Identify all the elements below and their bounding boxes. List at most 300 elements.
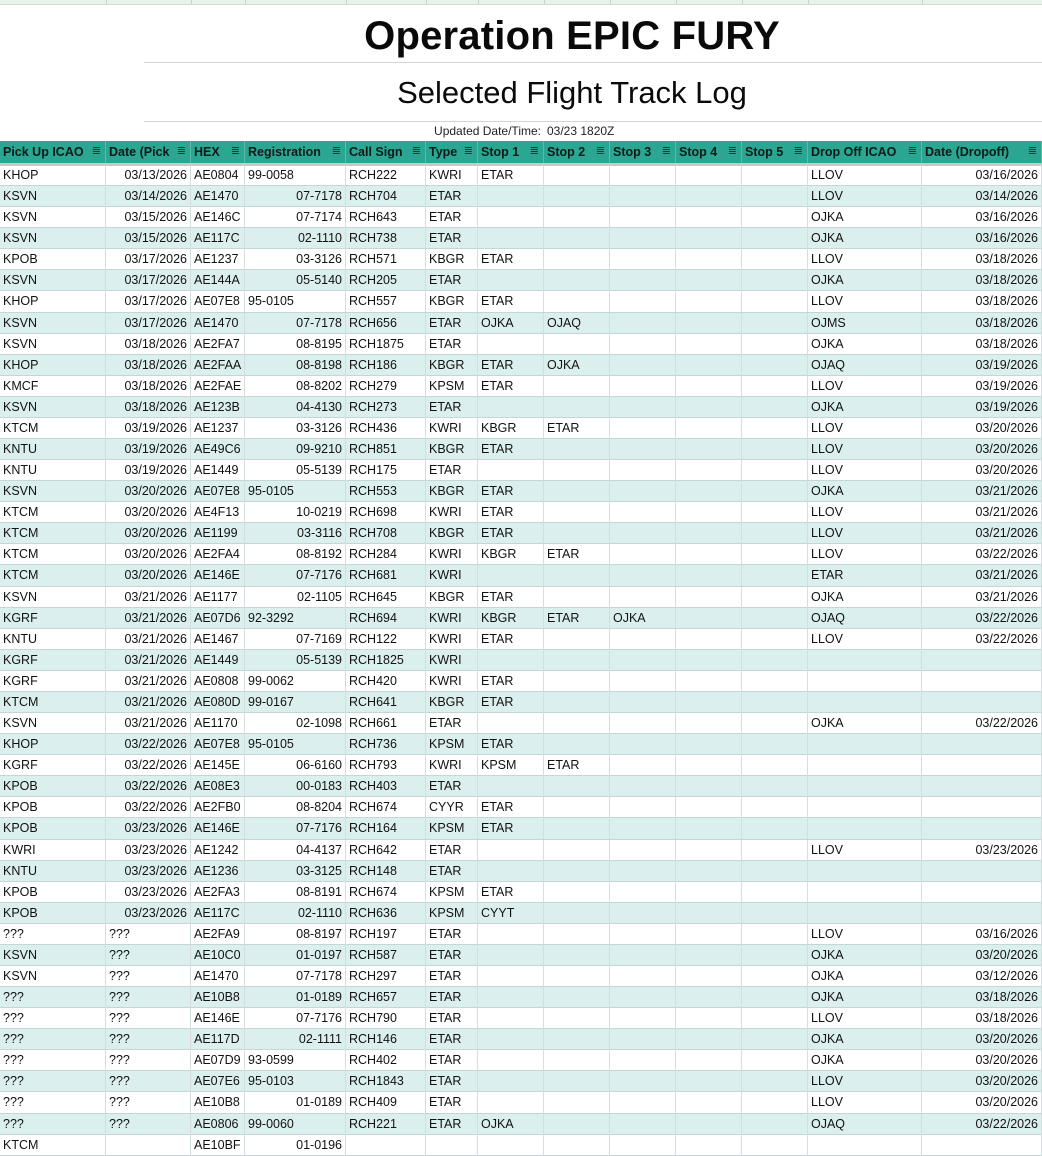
cell-pickup[interactable]: KGRF xyxy=(0,671,106,692)
cell-stop5[interactable] xyxy=(742,945,808,966)
cell-stop2[interactable] xyxy=(544,481,610,502)
cell-pickup[interactable]: KPOB xyxy=(0,882,106,903)
cell-date_drop[interactable]: 03/18/2026 xyxy=(922,1008,1042,1029)
cell-stop1[interactable]: CYYT xyxy=(478,903,544,924)
cell-stop5[interactable] xyxy=(742,903,808,924)
cell-stop5[interactable] xyxy=(742,734,808,755)
cell-reg[interactable]: 08-8204 xyxy=(245,797,346,818)
cell-stop3[interactable] xyxy=(610,818,676,839)
cell-pickup[interactable]: ??? xyxy=(0,1114,106,1135)
cell-dropoff[interactable]: OJKA xyxy=(808,945,922,966)
cell-stop4[interactable] xyxy=(676,818,742,839)
cell-pickup[interactable]: ??? xyxy=(0,1071,106,1092)
cell-date_drop[interactable]: 03/19/2026 xyxy=(922,376,1042,397)
cell-dropoff[interactable]: LLOV xyxy=(808,1071,922,1092)
cell-stop3[interactable] xyxy=(610,313,676,334)
cell-stop1[interactable] xyxy=(478,565,544,586)
cell-stop2[interactable] xyxy=(544,270,610,291)
column-header-pickup[interactable] xyxy=(0,141,106,163)
cell-stop3[interactable] xyxy=(610,355,676,376)
cell-date_drop[interactable]: 03/18/2026 xyxy=(922,987,1042,1008)
cell-hex[interactable]: AE2FA3 xyxy=(191,882,245,903)
cell-stop5[interactable] xyxy=(742,249,808,270)
cell-date_drop[interactable]: 03/20/2026 xyxy=(922,1092,1042,1113)
cell-stop3[interactable] xyxy=(610,249,676,270)
cell-pickup[interactable]: KPOB xyxy=(0,818,106,839)
cell-reg[interactable]: 03-3125 xyxy=(245,861,346,882)
cell-stop1[interactable]: ETAR xyxy=(478,797,544,818)
cell-date_pick[interactable]: ??? xyxy=(106,1008,191,1029)
cell-date_drop[interactable]: 03/14/2026 xyxy=(922,186,1042,207)
cell-stop4[interactable] xyxy=(676,313,742,334)
cell-stop3[interactable] xyxy=(610,228,676,249)
cell-date_drop[interactable]: 03/18/2026 xyxy=(922,249,1042,270)
column-header-hex[interactable] xyxy=(191,141,245,163)
cell-stop3[interactable] xyxy=(610,966,676,987)
cell-hex[interactable]: AE117C xyxy=(191,228,245,249)
filter-icon[interactable]: ≣ xyxy=(595,145,605,157)
cell-reg[interactable]: 92-3292 xyxy=(245,608,346,629)
cell-type[interactable]: KWRI xyxy=(426,165,478,186)
cell-stop4[interactable] xyxy=(676,608,742,629)
cell-date_pick[interactable]: 03/23/2026 xyxy=(106,861,191,882)
cell-dropoff[interactable] xyxy=(808,797,922,818)
cell-pickup[interactable]: KHOP xyxy=(0,291,106,312)
cell-stop2[interactable] xyxy=(544,713,610,734)
cell-stop5[interactable] xyxy=(742,797,808,818)
cell-stop5[interactable] xyxy=(742,671,808,692)
cell-callsign[interactable]: RCH205 xyxy=(346,270,426,291)
cell-type[interactable]: KWRI xyxy=(426,608,478,629)
cell-pickup[interactable]: ??? xyxy=(0,1050,106,1071)
cell-date_pick[interactable]: 03/23/2026 xyxy=(106,840,191,861)
cell-date_pick[interactable]: 03/20/2026 xyxy=(106,481,191,502)
cell-reg[interactable]: 02-1110 xyxy=(245,903,346,924)
cell-stop3[interactable] xyxy=(610,270,676,291)
column-header-date_drop[interactable] xyxy=(922,141,1042,163)
cell-date_pick[interactable]: 03/18/2026 xyxy=(106,376,191,397)
cell-callsign[interactable]: RCH641 xyxy=(346,692,426,713)
cell-stop2[interactable] xyxy=(544,966,610,987)
cell-reg[interactable]: 05-5140 xyxy=(245,270,346,291)
cell-callsign[interactable]: RCH708 xyxy=(346,523,426,544)
cell-pickup[interactable]: KPOB xyxy=(0,776,106,797)
cell-callsign[interactable]: RCH402 xyxy=(346,1050,426,1071)
cell-pickup[interactable]: KSVN xyxy=(0,228,106,249)
cell-dropoff[interactable]: OJKA xyxy=(808,270,922,291)
cell-stop4[interactable] xyxy=(676,270,742,291)
cell-pickup[interactable]: KSVN xyxy=(0,270,106,291)
cell-type[interactable]: ETAR xyxy=(426,313,478,334)
cell-stop1[interactable]: ETAR xyxy=(478,818,544,839)
cell-pickup[interactable]: KGRF xyxy=(0,608,106,629)
cell-pickup[interactable]: ??? xyxy=(0,1092,106,1113)
column-header-type[interactable] xyxy=(426,141,478,163)
cell-dropoff[interactable]: OJKA xyxy=(808,207,922,228)
cell-stop3[interactable] xyxy=(610,671,676,692)
cell-stop2[interactable] xyxy=(544,861,610,882)
cell-date_drop[interactable]: 03/23/2026 xyxy=(922,840,1042,861)
cell-date_drop[interactable]: 03/16/2026 xyxy=(922,165,1042,186)
filter-icon[interactable]: ≣ xyxy=(529,145,539,157)
cell-hex[interactable]: AE1170 xyxy=(191,713,245,734)
cell-stop2[interactable] xyxy=(544,249,610,270)
cell-type[interactable]: ETAR xyxy=(426,966,478,987)
cell-date_pick[interactable]: 03/20/2026 xyxy=(106,544,191,565)
cell-date_drop[interactable] xyxy=(922,797,1042,818)
cell-hex[interactable]: AE2FA9 xyxy=(191,924,245,945)
cell-stop2[interactable]: ETAR xyxy=(544,418,610,439)
cell-stop4[interactable] xyxy=(676,207,742,228)
cell-hex[interactable]: AE146C xyxy=(191,207,245,228)
cell-dropoff[interactable]: LLOV xyxy=(808,544,922,565)
cell-stop5[interactable] xyxy=(742,228,808,249)
cell-date_drop[interactable]: 03/18/2026 xyxy=(922,313,1042,334)
cell-pickup[interactable]: ??? xyxy=(0,1008,106,1029)
cell-reg[interactable]: 99-0060 xyxy=(245,1114,346,1135)
cell-stop5[interactable] xyxy=(742,840,808,861)
cell-type[interactable]: KPSM xyxy=(426,903,478,924)
cell-date_pick[interactable]: ??? xyxy=(106,1071,191,1092)
cell-stop2[interactable] xyxy=(544,671,610,692)
cell-dropoff[interactable]: OJKA xyxy=(808,966,922,987)
cell-pickup[interactable]: KSVN xyxy=(0,587,106,608)
cell-stop1[interactable] xyxy=(478,1135,544,1156)
cell-callsign[interactable]: RCH273 xyxy=(346,397,426,418)
cell-type[interactable]: ETAR xyxy=(426,1114,478,1135)
cell-pickup[interactable]: KPOB xyxy=(0,249,106,270)
cell-stop4[interactable] xyxy=(676,987,742,1008)
cell-type[interactable]: KBGR xyxy=(426,587,478,608)
filter-icon[interactable]: ≣ xyxy=(907,145,917,157)
cell-stop3[interactable] xyxy=(610,924,676,945)
cell-stop3[interactable] xyxy=(610,523,676,544)
cell-type[interactable]: KBGR xyxy=(426,692,478,713)
cell-type[interactable]: ETAR xyxy=(426,861,478,882)
cell-dropoff[interactable] xyxy=(808,903,922,924)
cell-dropoff[interactable] xyxy=(808,818,922,839)
cell-stop5[interactable] xyxy=(742,186,808,207)
cell-dropoff[interactable] xyxy=(808,734,922,755)
cell-hex[interactable]: AE1470 xyxy=(191,966,245,987)
cell-stop3[interactable] xyxy=(610,903,676,924)
cell-stop4[interactable] xyxy=(676,840,742,861)
cell-dropoff[interactable]: LLOV xyxy=(808,291,922,312)
cell-callsign[interactable]: RCH1875 xyxy=(346,334,426,355)
cell-date_pick[interactable]: ??? xyxy=(106,1029,191,1050)
cell-stop3[interactable] xyxy=(610,207,676,228)
filter-icon[interactable]: ≣ xyxy=(331,145,341,157)
cell-dropoff[interactable]: OJAQ xyxy=(808,355,922,376)
cell-reg[interactable]: 95-0105 xyxy=(245,291,346,312)
cell-date_drop[interactable]: 03/18/2026 xyxy=(922,270,1042,291)
cell-stop3[interactable] xyxy=(610,945,676,966)
cell-dropoff[interactable]: LLOV xyxy=(808,460,922,481)
cell-pickup[interactable]: KSVN xyxy=(0,186,106,207)
cell-hex[interactable]: AE10B8 xyxy=(191,987,245,1008)
cell-stop2[interactable] xyxy=(544,945,610,966)
cell-date_drop[interactable] xyxy=(922,734,1042,755)
cell-hex[interactable]: AE1237 xyxy=(191,418,245,439)
cell-hex[interactable]: AE07D6 xyxy=(191,608,245,629)
cell-stop5[interactable] xyxy=(742,439,808,460)
filter-icon[interactable]: ≣ xyxy=(176,145,186,157)
cell-dropoff[interactable]: LLOV xyxy=(808,165,922,186)
cell-stop3[interactable] xyxy=(610,629,676,650)
cell-callsign[interactable]: RCH645 xyxy=(346,587,426,608)
cell-callsign[interactable]: RCH420 xyxy=(346,671,426,692)
cell-stop1[interactable] xyxy=(478,186,544,207)
cell-dropoff[interactable] xyxy=(808,1135,922,1156)
cell-date_drop[interactable]: 03/22/2026 xyxy=(922,713,1042,734)
cell-dropoff[interactable]: LLOV xyxy=(808,439,922,460)
cell-stop1[interactable]: KBGR xyxy=(478,418,544,439)
cell-callsign[interactable]: RCH790 xyxy=(346,1008,426,1029)
cell-reg[interactable]: 02-1111 xyxy=(245,1029,346,1050)
cell-stop2[interactable] xyxy=(544,1114,610,1135)
cell-hex[interactable]: AE145E xyxy=(191,755,245,776)
cell-dropoff[interactable]: OJKA xyxy=(808,1050,922,1071)
cell-reg[interactable]: 95-0103 xyxy=(245,1071,346,1092)
cell-stop4[interactable] xyxy=(676,481,742,502)
cell-reg[interactable]: 03-3126 xyxy=(245,418,346,439)
cell-stop3[interactable]: OJKA xyxy=(610,608,676,629)
cell-callsign[interactable]: RCH674 xyxy=(346,797,426,818)
cell-stop5[interactable] xyxy=(742,987,808,1008)
cell-date_pick[interactable]: 03/20/2026 xyxy=(106,502,191,523)
cell-pickup[interactable]: KGRF xyxy=(0,650,106,671)
cell-reg[interactable]: 05-5139 xyxy=(245,650,346,671)
cell-stop1[interactable] xyxy=(478,713,544,734)
cell-type[interactable]: KWRI xyxy=(426,565,478,586)
cell-dropoff[interactable]: OJKA xyxy=(808,334,922,355)
cell-stop3[interactable] xyxy=(610,1050,676,1071)
cell-stop3[interactable] xyxy=(610,186,676,207)
cell-date_pick[interactable]: ??? xyxy=(106,966,191,987)
cell-stop3[interactable] xyxy=(610,840,676,861)
cell-date_drop[interactable]: 03/21/2026 xyxy=(922,481,1042,502)
filter-icon[interactable]: ≣ xyxy=(91,145,101,157)
cell-type[interactable]: ETAR xyxy=(426,207,478,228)
cell-pickup[interactable]: KHOP xyxy=(0,355,106,376)
cell-date_drop[interactable]: 03/19/2026 xyxy=(922,355,1042,376)
cell-callsign[interactable]: RCH122 xyxy=(346,629,426,650)
cell-hex[interactable]: AE1237 xyxy=(191,249,245,270)
cell-stop4[interactable] xyxy=(676,1050,742,1071)
cell-stop2[interactable] xyxy=(544,439,610,460)
cell-date_pick[interactable]: 03/21/2026 xyxy=(106,671,191,692)
cell-stop1[interactable] xyxy=(478,334,544,355)
cell-callsign[interactable]: RCH1843 xyxy=(346,1071,426,1092)
cell-dropoff[interactable] xyxy=(808,861,922,882)
cell-stop1[interactable]: ETAR xyxy=(478,523,544,544)
cell-date_pick[interactable]: 03/14/2026 xyxy=(106,186,191,207)
cell-stop1[interactable] xyxy=(478,1008,544,1029)
cell-reg[interactable]: 99-0058 xyxy=(245,165,346,186)
cell-type[interactable]: KBGR xyxy=(426,523,478,544)
cell-date_drop[interactable]: 03/19/2026 xyxy=(922,397,1042,418)
cell-stop2[interactable] xyxy=(544,460,610,481)
cell-dropoff[interactable]: LLOV xyxy=(808,924,922,945)
cell-stop3[interactable] xyxy=(610,334,676,355)
cell-type[interactable]: ETAR xyxy=(426,945,478,966)
cell-hex[interactable]: AE1467 xyxy=(191,629,245,650)
cell-stop5[interactable] xyxy=(742,502,808,523)
cell-date_drop[interactable] xyxy=(922,818,1042,839)
cell-date_drop[interactable]: 03/21/2026 xyxy=(922,587,1042,608)
cell-type[interactable]: CYYR xyxy=(426,797,478,818)
cell-date_drop[interactable] xyxy=(922,671,1042,692)
cell-stop2[interactable] xyxy=(544,291,610,312)
cell-type[interactable]: ETAR xyxy=(426,186,478,207)
cell-date_drop[interactable]: 03/18/2026 xyxy=(922,291,1042,312)
cell-reg[interactable]: 08-8192 xyxy=(245,544,346,565)
cell-dropoff[interactable] xyxy=(808,650,922,671)
cell-hex[interactable]: AE10C0 xyxy=(191,945,245,966)
cell-stop2[interactable] xyxy=(544,397,610,418)
cell-stop3[interactable] xyxy=(610,1114,676,1135)
cell-type[interactable]: ETAR xyxy=(426,228,478,249)
cell-stop5[interactable] xyxy=(742,291,808,312)
cell-type[interactable] xyxy=(426,1135,478,1156)
cell-pickup[interactable]: KSVN xyxy=(0,966,106,987)
cell-pickup[interactable]: ??? xyxy=(0,1029,106,1050)
cell-type[interactable]: KPSM xyxy=(426,882,478,903)
cell-type[interactable]: KPSM xyxy=(426,734,478,755)
cell-stop2[interactable] xyxy=(544,165,610,186)
cell-stop2[interactable]: OJAQ xyxy=(544,313,610,334)
cell-stop1[interactable] xyxy=(478,207,544,228)
cell-hex[interactable]: AE49C6 xyxy=(191,439,245,460)
cell-stop4[interactable] xyxy=(676,1071,742,1092)
cell-dropoff[interactable]: OJKA xyxy=(808,1029,922,1050)
cell-pickup[interactable]: KPOB xyxy=(0,797,106,818)
cell-stop1[interactable] xyxy=(478,1050,544,1071)
cell-callsign[interactable]: RCH698 xyxy=(346,502,426,523)
cell-stop5[interactable] xyxy=(742,460,808,481)
cell-callsign[interactable]: RCH164 xyxy=(346,818,426,839)
cell-callsign[interactable]: RCH222 xyxy=(346,165,426,186)
cell-reg[interactable]: 00-0183 xyxy=(245,776,346,797)
cell-stop1[interactable]: OJKA xyxy=(478,313,544,334)
cell-dropoff[interactable]: OJKA xyxy=(808,228,922,249)
cell-reg[interactable]: 02-1110 xyxy=(245,228,346,249)
cell-pickup[interactable]: KTCM xyxy=(0,544,106,565)
cell-pickup[interactable]: ??? xyxy=(0,987,106,1008)
cell-stop2[interactable] xyxy=(544,207,610,228)
cell-stop5[interactable] xyxy=(742,397,808,418)
cell-pickup[interactable]: KHOP xyxy=(0,165,106,186)
cell-stop4[interactable] xyxy=(676,797,742,818)
cell-pickup[interactable]: KSVN xyxy=(0,713,106,734)
cell-pickup[interactable]: KNTU xyxy=(0,460,106,481)
cell-dropoff[interactable] xyxy=(808,755,922,776)
column-header-stop2[interactable] xyxy=(544,141,610,163)
cell-pickup[interactable]: ??? xyxy=(0,924,106,945)
cell-type[interactable]: ETAR xyxy=(426,1008,478,1029)
cell-reg[interactable]: 04-4130 xyxy=(245,397,346,418)
cell-stop3[interactable] xyxy=(610,776,676,797)
cell-stop2[interactable] xyxy=(544,734,610,755)
cell-stop4[interactable] xyxy=(676,755,742,776)
cell-dropoff[interactable]: OJMS xyxy=(808,313,922,334)
cell-pickup[interactable]: KNTU xyxy=(0,439,106,460)
cell-stop5[interactable] xyxy=(742,1071,808,1092)
cell-pickup[interactable]: KSVN xyxy=(0,945,106,966)
cell-stop4[interactable] xyxy=(676,1114,742,1135)
cell-date_pick[interactable]: 03/20/2026 xyxy=(106,523,191,544)
cell-pickup[interactable]: KSVN xyxy=(0,397,106,418)
cell-hex[interactable]: AE07D9 xyxy=(191,1050,245,1071)
cell-pickup[interactable]: KNTU xyxy=(0,629,106,650)
cell-dropoff[interactable] xyxy=(808,671,922,692)
cell-date_pick[interactable]: 03/22/2026 xyxy=(106,734,191,755)
cell-pickup[interactable]: KWRI xyxy=(0,840,106,861)
cell-pickup[interactable]: KSVN xyxy=(0,207,106,228)
cell-reg[interactable]: 09-9210 xyxy=(245,439,346,460)
cell-stop4[interactable] xyxy=(676,439,742,460)
cell-date_drop[interactable]: 03/22/2026 xyxy=(922,608,1042,629)
cell-hex[interactable]: AE1449 xyxy=(191,650,245,671)
cell-date_pick[interactable]: 03/17/2026 xyxy=(106,270,191,291)
cell-stop3[interactable] xyxy=(610,1071,676,1092)
cell-stop5[interactable] xyxy=(742,629,808,650)
cell-stop2[interactable] xyxy=(544,565,610,586)
cell-stop1[interactable]: ETAR xyxy=(478,502,544,523)
cell-hex[interactable]: AE0806 xyxy=(191,1114,245,1135)
cell-date_pick[interactable]: 03/18/2026 xyxy=(106,397,191,418)
cell-stop3[interactable] xyxy=(610,544,676,565)
cell-callsign[interactable]: RCH704 xyxy=(346,186,426,207)
cell-date_drop[interactable]: 03/22/2026 xyxy=(922,629,1042,650)
cell-stop1[interactable] xyxy=(478,1092,544,1113)
column-header-stop1[interactable] xyxy=(478,141,544,163)
cell-pickup[interactable]: KSVN xyxy=(0,334,106,355)
cell-reg[interactable]: 02-1098 xyxy=(245,713,346,734)
cell-date_drop[interactable]: 03/16/2026 xyxy=(922,924,1042,945)
cell-hex[interactable]: AE1199 xyxy=(191,523,245,544)
cell-stop4[interactable] xyxy=(676,945,742,966)
cell-stop4[interactable] xyxy=(676,1135,742,1156)
cell-stop2[interactable] xyxy=(544,903,610,924)
cell-hex[interactable]: AE1470 xyxy=(191,186,245,207)
filter-icon[interactable]: ≣ xyxy=(411,145,421,157)
cell-stop4[interactable] xyxy=(676,882,742,903)
cell-stop5[interactable] xyxy=(742,692,808,713)
cell-stop3[interactable] xyxy=(610,376,676,397)
cell-date_pick[interactable]: 03/21/2026 xyxy=(106,608,191,629)
cell-reg[interactable]: 07-7169 xyxy=(245,629,346,650)
cell-reg[interactable]: 07-7178 xyxy=(245,186,346,207)
cell-hex[interactable]: AE117D xyxy=(191,1029,245,1050)
cell-stop2[interactable] xyxy=(544,1135,610,1156)
cell-pickup[interactable]: KTCM xyxy=(0,523,106,544)
cell-stop3[interactable] xyxy=(610,650,676,671)
cell-date_pick[interactable]: 03/21/2026 xyxy=(106,587,191,608)
cell-dropoff[interactable]: ETAR xyxy=(808,565,922,586)
cell-reg[interactable]: 07-7178 xyxy=(245,966,346,987)
cell-stop5[interactable] xyxy=(742,1114,808,1135)
cell-hex[interactable]: AE10BF xyxy=(191,1135,245,1156)
cell-hex[interactable]: AE146E xyxy=(191,818,245,839)
cell-dropoff[interactable]: LLOV xyxy=(808,523,922,544)
cell-date_drop[interactable] xyxy=(922,861,1042,882)
cell-date_pick[interactable]: 03/19/2026 xyxy=(106,439,191,460)
cell-date_drop[interactable] xyxy=(922,692,1042,713)
cell-callsign[interactable]: RCH571 xyxy=(346,249,426,270)
cell-date_pick[interactable]: ??? xyxy=(106,987,191,1008)
cell-dropoff[interactable] xyxy=(808,776,922,797)
